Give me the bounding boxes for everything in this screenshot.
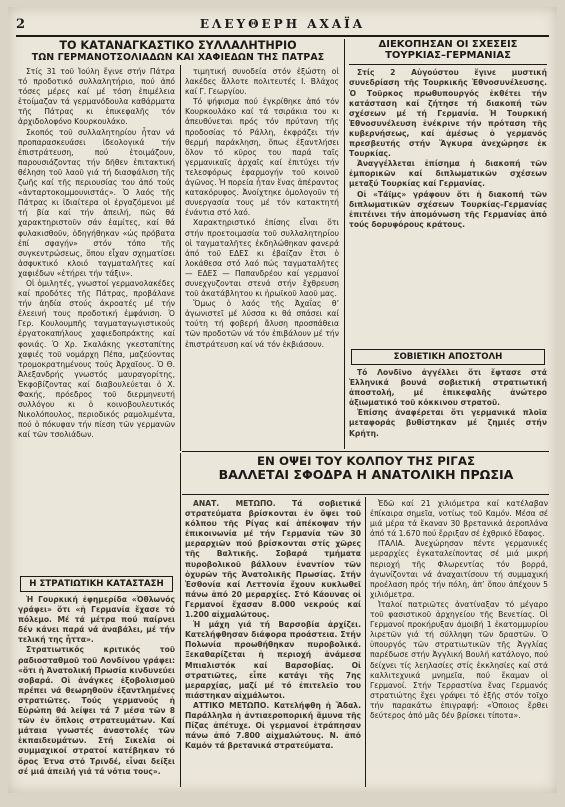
article5-paragraph: ΙΤΑΛΙΑ. Ἀνεχώρησαν πέντε γερμανικές μεραρχίες ἐγκαταλείποντας σέ μιά μικρή περιοχή τῆς Φλωρεντίας τόν βορρά, ἀγωνίζονται νά ἀναχαιτίσουν τή συμμαχική προέλαση πρός τήν πόλη, ἀπ’ ὅπου ἀπέχουν 5 χιλιόμετρα. xyxy=(370,539,548,599)
article5-paragraph: ΑΝΑΤ. ΜΕΤΩΠΟ. Τά σοβιετικά στρατεύματα βρίσκονται ἐν ὄψει τοῦ κόλπου τῆς Ρίγας καί ἀπέκοψαν τήν ἐπικοινωνία μέ τήν Γερμανία τῶν 30 μεραρχιῶν πού βρίσκονται στίς χῶρες τῆς Βαλτικῆς. Σοβαρά τμήματα πυροβολικοῦ βάλλουν ἐναντίον τῶν ὀχυρῶν τῆς Ἀνατολικῆς Πρωσίας. Στήν Ἐσθονία καί Λεττονία ἔχουν κυκλωθεῖ πάνω ἀπό 20 μεραρχίες. Στό Κάουνας οἱ Γερμανοί ἔχασαν 8.000 νεκρούς καί 1.200 αἰχμαλώτους. xyxy=(185,499,361,620)
article2-paragraph: Ἡ Γουρκική ἐφημερίδα «Ὀθλωνός γράφει» ὅτι «ἡ Γερμανία ἔχασε τό πόλεμο. Μέ τά μέτρα πού παίρνει δέν κάνει παρά νά ἀναβάλει, μέ τήν τελική της ἧττα». xyxy=(18,595,175,645)
article3-paragraph: Οἱ «Τάϊμς» γράφουν ὅτι ἡ διακοπή τῶν διπλωματικῶν σχέσεων Τουρκίας–Γερμανίας ἐπιτέινει τήν ἀπομόνωση τῆς Γερμανίας ἀπό τούς δορυφόρους κράτους. xyxy=(349,189,547,229)
headline-rule xyxy=(349,64,547,65)
article2-headline: Η ΣΤΡΑΤΙΩΤΙΚΗ ΚΑΤΑΣΤΑΣΗ xyxy=(20,576,173,592)
article3-paragraph: Ἀναγγέλλεται ἐπίσημα ἡ διακοπή τῶν ἐμπορικῶν καί διπλωματικῶν σχέσεων μεταξύ Τουρκίας καί Γερμανίας. xyxy=(349,159,547,189)
article1-paragraph: Τό ψήφισμα πού ἐγκρίθηκε ἀπό τόν Κουρκουλάκο καί τά τσιράκια του κι ἀπευθύνεται πρός τόν πρύτανη τῆς προδοσίας τό Ράλλη, ἐκφράζει τήν θερμή παράκληση, ὅπως ἐξαντλήσει ὅλον τό κῦρος του παρά ταῖς γερμανικαῖς ἀρχαῖς καί ἐπιτύχει τήν τελεσφόρως ἐφαρμογήν τοῦ κοινοῦ ἀγῶνος. Ἡ πορεία ἦταν ἕνας ἀπέραντος κατακόρυφος. Ἀνοίχτηκε ὁμολογοῦν τή συνεργασία τους μέ τόν κατακτητή ἐνάντια στό λαό. xyxy=(185,97,339,218)
article4-paragraph: Τό Λονδῖνο ἀγγέλλει ὅτι ἔφτασε στά Ἑλληνικά βουνά σοβιετική στρατιωτική ἀποστολή, μέ ἐπικεφαλῆς ἀνώτερο ἀξιωματικό τοῦ κόκκινου στρατοῦ. xyxy=(349,368,547,408)
newspaper-page xyxy=(8,7,557,793)
section-rule xyxy=(182,494,549,495)
article1-right-column xyxy=(185,67,339,449)
article5-column-2 xyxy=(370,499,548,789)
column-divider xyxy=(365,497,366,787)
article5-column-1 xyxy=(185,499,361,789)
article4-headline: ΣΟΒΙΕΤΙΚΗ ΑΠΟΣΤΟΛΗ xyxy=(351,349,545,365)
column-divider xyxy=(344,39,345,449)
column-divider xyxy=(180,65,181,451)
article1-headline-line1: ΤΟ ΚΑΤΑΝΑΓΚΑΣΤΙΚΟ ΣΥΛΛΑΛΗΤΗΡΙΟ xyxy=(59,40,297,52)
article1-left-column xyxy=(18,67,175,575)
article2 xyxy=(18,573,175,787)
article2-paragraph: Στρατιωτικός κριτικός τοῦ ραδιοσταθμοῦ τοῦ Λονδίνου γράφει: «ὅτι ἡ Ἀνατολική Πρωσία κινδυνεύει σοβαρά. Οἱ ἀνάγκες ἐξοβολισμοῦ πρέπει νά θεωρηθοῦν ἐξαντλημένες στρατιῶτες. Τούς γερμανούς ἡ Εὐρώπη θά λείψει τά 7 μέσα τῶν 8 τῶν ἐν ὅπλοις στρατευμάτων. Καί μάταια γνωστές ἀναστολές τῶν ἐκπαιδευμάτων. Στή Σικελία οἱ συμμαχικοί στρατοί κατέβηκαν τό ὄρος Ἑτνα στό Τρινδέ, εἶναι δείξει σέ μιά ἀπειλή γιά τά νότια τους». xyxy=(18,645,175,776)
article1-paragraph: τιμητική συνοδεία στόν ἐξώστη οἱ λακέδες ἄλλοτε πολιτευτές Ι. Βλάχος καί Γ. Γεωργίου. xyxy=(185,67,339,97)
article3-paragraph: Στίς 2 Αὐγούστου ἔγινε μυστική συνεδρίαση τῆς Τουρκικῆς Ἐθνοσυνέλευσης. Ὁ Τοῦρκος πρωθυπουργός ἐκθέτει τήν κατάσταση καί ζήτησε τή διακοπή τῶν σχέσεων μέ τή Γερμανία. Ἡ Τουρκική Ἐθνοσυνέλευση ἐνέκρινε τήν πρόταση τῆς κυβερνήσεως, καί ἀμέσως ὁ γερμανός πρεσβευτής στήν Ἄγκυρα ἀνεχώρησε ἐκ Τουρκίας. xyxy=(349,68,547,159)
article5-paragraph: Ἡ μάχη γιά τή Βαρσοβία ἀρχίζει. Κατελήφθησαν διάφορα προάστεια. Στήν Πολωνία προωθήθηκαν πυροβολικά. Ξεκαθαρίζεται ἡ περιοχή ἀνάμεσα Μπιαλιστόκ καί Βαρσοβίας. Οἱ στρατιῶτες, εἶπε κατάγι τῆς 7ης μεραρχίας, μαζί μέ τό ἐπιτελεῖο του πιάστηκαν αἰχμάλωτοι. xyxy=(185,620,361,700)
masthead xyxy=(16,15,549,37)
masthead-title: ΕΛΕΥΘΕΡΗ ΑΧΑΪΑ xyxy=(199,17,366,31)
section-rule xyxy=(182,451,549,452)
article5-paragraph: ΑΤΤΙΚΟ ΜΕΤΩΠΟ. Κατελήφθη ἡ Ἄδαλ. Παράλληλα ἡ ἀντιαεροπορική ἄμυνα τῆς Πίζας ἀπέτυχε. Οἱ γερμανοί ἐτράπησαν πάνω ἀπό 7.800 αἰχμαλώτους. Ν. ἀπό Καμόν τά βρετανικά στρατεύματα. xyxy=(185,700,361,751)
article5-headline-line2: ΒΑΛΛΕΤΑΙ ΣΦΟΔΡΑ Η ΑΝΑΤΟΛΙΚΗ ΠΡΩΣΙΑ xyxy=(218,467,514,483)
article3-headline: ΔΙΕΚΟΠΗΣΑΝ ΟΙ ΣΧΕΣΕΙΣ ΤΟΥΡΚΙΑΣ–ΓΕΡΜΑΝΙΑΣ xyxy=(378,39,518,62)
column-divider xyxy=(180,453,181,787)
article1-headline-line2: ΤΩΝ ΓΕΡΜΑΝΟΤΣΟΛΙΑΔΩΝ ΚΑΙ ΧΑΦΙΕΔΩΝ ΤΗΣ ΠΑΤΡΑΣ xyxy=(31,51,325,62)
article1-paragraph: Σκοπός τοῦ συλλαλητηρίου ἦταν νά προπαρασκευάσει ἰδεολογικά τήν ἐπιστράτευση, πού ἑτοιμάζουν, παρουσιάζοντας τήν δῆθεν ἐπιτακτική θέληση τοῦ λαοῦ γιά τή διασφάλιση τῆς ζωῆς καί τῆς περιουσίας του ἀπό τούς «ἀνταρτοκομμουνιστάς». Ὁ λαός τῆς Πάτρας κι ἰδιαίτερα οἱ ἐργαζόμενοι μέ τή βία καί τήν ἀπειλή, πῶς θά χαρακτηριστοῦν σάν ἐαμίτες, καί θά φυλακισθοῦν, ὁδηγήθηκαν «ὡς πρόβατα ἐπί σφαγήν» στόν τόπο τῆς συγκεντρώσεως, ὅπου εἶχαν σχηματίσει ἀσφυκτικό κλοιό ταγματαλῆτες καί χαφιέδων «ἐτήρει τήν τάξιν». xyxy=(18,127,175,278)
article1-paragraph: Χαρακτηριστικό ἐπίσης εἶναι ὅτι στήν προετοιμασία τοῦ συλλαλητηρίου οἱ ταγματαλῆτες ἐκδηλώθηκαν φανερά ἀπό τοῦ ΕΔΕΣ κι ἐβαίζαν ἔτσι ὁ λοκάθεσα στό λαό πώς ταγματαλῆτες — ΕΔΕΣ — Παπανδρέου καί γερμανοί συνεχγυζονται στενά στήν ἔχθρευση τοῦ ἀκατάβλητου κι ἡρωϊκοῦ λαοῦ μας. xyxy=(185,218,339,299)
article5-paragraph: Ἐδῶ καί 21 χιλιόμετρα καί κατέλαβαν ἐπίκαιρα σημεῖα, νοτίως τοῦ Καμόν. Μέσα σέ μιά μέρα τά ἔκαναν 30 βρετανικά ἀεροπλάνα ἀπό τά 1.670 πού ἔρριξαν σέ ἐχθρικό ἔδαφος. xyxy=(370,499,548,539)
article3 xyxy=(349,39,547,349)
article4-paragraph: Ἐπίσης ἀναφέρεται ὅτι γερμανικά πλοῖα μεταφοράς βυθίστηκαν μέ ζημιές στήν Κρήτη. xyxy=(349,408,547,438)
article5-headline-line1: ΕΝ ΟΨΕΙ ΤΟΥ ΚΟΛΠΟΥ ΤΗΣ ΡΙΓΑΣ xyxy=(256,455,476,468)
article5-headline xyxy=(184,455,548,491)
article4 xyxy=(349,349,547,449)
article5-paragraph: Ἰταλοί πατριῶτες ἀνατίναξαν τό μέγαρο τοῦ φασιστικοῦ ἀρχηγείου τῆς Βενετίας. Οἱ Γερμανοί προκήρυξαν ἀμοιβή 1 ἑκατομμυρίου λιρετῶν γιά τή σύλληψη τῶν δραστῶν. Ὁ ὑπουργός τῶν στρατιωτικῶν τῆς Ἀγγλίας παρέδωσε στήν Ἀγγλική Βουλή κατάλογο, πού δείχνει τίς λεηλασίες στίς ἐκκλησίες καί στά καλλιτεχνικά μνημεῖα, πού ἔκαμαν οἱ Γερμανοί. Στήν Τερραστίνα ἕνας Γερμανός στρατιώτης ἔχει γράψει τό ἑξῆς στόν τοῖχο τήν παρακάτω ἐπιγραφή: «Ὁποιος ἔρθει δεύτερος ἀπό μᾶς δέν βρίσκει τίποτα». xyxy=(370,599,548,720)
article1-paragraph: Οἱ ὁμιλητές, γνωστοί γερμανολακέδες καί προδότες τῆς Πάτρας, προβάλανε τήν ἀηδία στούς ἀκροατές μέ τήν ἐλεεινή τους προδοτική ἐμφάνιση. Ὁ Γερ. Κουλουμπῆς ταγματαγωγιστικούς ἐργατοκαπήλους χαφιεδοπράκτης καί φονιάς. Ὁ Χρ. Σκαλάκης γκεσταπίτης χαφιές τοῦ νομάρχη Πέπα, μαζεύοντας τρομοκρατημένους τούς Ἀρχαῖους. Ὁ Θ. Ἀλεξανδρής γνωστός μαυραγορίτης, Ἐκφοβίζοντας καί διαβουλεύεται ὁ Χ. Φακής, πρόεδρος τοῦ διερμηνευτή συλλόγου κι ὁ κοινοβουλευτικός Νικολόπουλος, περιοδικός ραμολιμέντα, πού ὁ πόκυφαν τήν πίεση τῶν γερμανῶν καί τῶν τσολιάδων. xyxy=(18,278,175,440)
article1-headline xyxy=(18,40,338,62)
article1-paragraph: Ὅμως ὁ λαός τῆς Ἀχαΐας θ’ ἀγωνιστεῖ μέ λύσσα κι θά σπάσει καί τούτη τή φοβερή ἄλυση προσπάθεια τῶν προδοτῶν νά τόν ἐπιβάλουν μέ τήν ἐπιστράτευση καί νά τόν ἐκβιάσουν. xyxy=(185,299,339,349)
page-number: 2 xyxy=(16,17,26,32)
article1-paragraph: Στίς 31 τοῦ Ἰούλη ἔγινε στήν Πάτρα τό προδοτικό συλλαλητήριο, πού ἀπό τόσες μέρες καί μέ τόση ἐπιμέλεια ἑτοίμαζαν τά γερμανόδουλα καθάρματα τῆς Πάτρας κι ἐπικεφαλῆς τόν ἀρχιδολοφόνο Κουρκουλάκο. xyxy=(18,67,175,127)
